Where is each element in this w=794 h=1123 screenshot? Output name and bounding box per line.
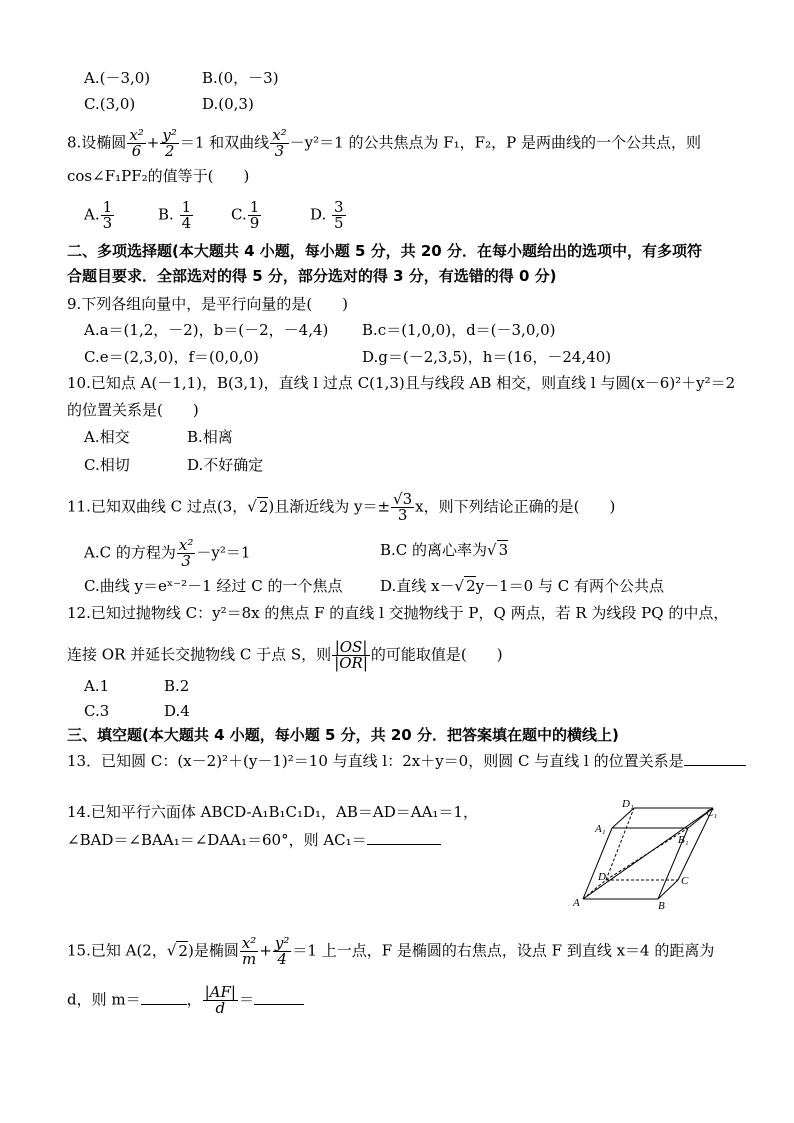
- q7-option-d: D.(0,3): [202, 95, 254, 113]
- q11-option-a: A.C 的方程为 $\frac{\text{x²}}{3}$ －y²＝1: [84, 536, 251, 570]
- fig-label-c: C: [681, 875, 689, 887]
- q12-option-d: D.4: [164, 702, 190, 720]
- answer-blank[interactable]: [684, 751, 746, 766]
- q7-option-a: A.(－3,0): [84, 69, 151, 87]
- answer-blank[interactable]: [367, 830, 441, 845]
- fig-label-d1: D₁: [622, 798, 634, 810]
- q10-option-a: A.相交: [84, 428, 130, 446]
- question-11-stem: 11.已知双曲线 C 过点(3，√ 2)且渐近线为 y＝± $\frac{√3}{3}$ x，则下列结论正确的是( ): [67, 490, 616, 524]
- answer-blank-m[interactable]: [141, 990, 187, 1005]
- question-12-line2: 连接 OR 并延长交抛物线 C 于点 S，则 $\frac{|OS|}{|OR|}$ 的可能取值是( ): [67, 638, 503, 672]
- question-8-stem: 8.设椭圆 $\frac{\text{x²}}{6}$ + $\frac{\text{y²}}{2}$ ＝1 和双曲线 $\frac{\text{x²}}{3}$ －y²＝1 的公共焦点为 F₁，F₂，P 是两曲线的一个公共点，则: [67, 126, 701, 160]
- question-15-stem: 15.已知 A(2，√ 2)是椭圆 $\frac{\text{x²}}{m}$ + $\frac{\text{y²}}{4}$ ＝1 上一点，F 是椭圆的右焦点，设点 F 到直线 x＝4 的距离为: [67, 934, 715, 968]
- fig-label-d: D: [598, 871, 606, 883]
- section-2-heading-cont: 合题目要求．全部选对的得 5 分，部分选对的得 3 分，有选错的得 0 分): [67, 267, 557, 285]
- q9-option-d: D.g＝(－2,3,5)，h＝(16，－24,40): [362, 348, 612, 366]
- fig-label-a1: A₁: [595, 823, 606, 835]
- question-12-stem: 12.已知过抛物线 C：y²＝8x 的焦点 F 的直线 l 交抛物线于 P，Q 两点，若 R 为线段 PQ 的中点，: [67, 604, 729, 622]
- q8-option-c: C. $\frac{1}{9}$: [231, 198, 260, 232]
- q10-option-b: B.相离: [187, 428, 233, 446]
- fig-label-b: B: [658, 900, 665, 910]
- question-9-stem: 9.下列各组向量中，是平行向量的是( ): [67, 295, 349, 313]
- question-14-stem: 14.已知平行六面体 ABCD-A₁B₁C₁D₁，AB＝AD＝AA₁＝1，: [67, 803, 478, 821]
- q11-option-c: C.曲线 y＝eˣ⁻²－1 经过 C 的一个焦点: [84, 577, 343, 595]
- question-10-stem: 10.已知点 A(－1,1)，B(3,1)，直线 l 过点 C(1,3)且与线段 AB 相交，则直线 l 与圆(x－6)²＋y²＝2: [67, 374, 736, 392]
- fig-label-b1: B₁: [678, 834, 689, 846]
- fraction: $\frac{\text{x²}}{6}$: [129, 126, 144, 160]
- q12-option-b: B.2: [164, 677, 190, 695]
- question-10-line2: 的位置关系是( ): [67, 401, 199, 419]
- question-8-line2: cos∠F₁PF₂的值等于( ): [67, 167, 250, 185]
- q8-option-a: A. $\frac{1}{3}$: [84, 198, 113, 232]
- fraction: $\frac{√3}{3}$: [393, 490, 413, 524]
- fraction: $\frac{|AF|}{d}$: [204, 983, 236, 1017]
- fig-label-a: A: [573, 897, 580, 909]
- fraction: $\frac{\text{y²}}{2}$: [162, 126, 177, 160]
- q12-option-c: C.3: [84, 702, 110, 720]
- q10-option-c: C.相切: [84, 456, 130, 474]
- fraction: $\frac{\text{y²}}{4}$: [274, 934, 290, 968]
- q8-option-b: B. $\frac{1}{4}$: [158, 198, 192, 232]
- q7-option-c: C.(3,0): [84, 95, 136, 113]
- q9-option-c: C.e＝(2,3,0)，f＝(0,0,0): [84, 348, 259, 366]
- section-2-heading: 二、多项选择题(本大题共 4 小题，每小题 5 分，共 20 分．在每小题给出的选项中，有多项符: [67, 242, 702, 260]
- question-13-stem: 13．已知圆 C：(x－2)²＋(y－1)²＝10 与直线 l：2x＋y＝0，则圆 C 与直线 l 的位置关系是: [67, 751, 746, 771]
- q7-option-b: B.(0，－3): [202, 69, 279, 87]
- fig-label-c1: C₁: [706, 807, 718, 819]
- q11-option-d: D.直线 x－√ 2y－1＝0 与 C 有两个公共点: [380, 577, 664, 595]
- q12-option-a: A.1: [84, 677, 110, 695]
- q11-option-b: B.C 的离心率为√ 3: [380, 541, 509, 559]
- q9-option-b: B.c＝(1,0,0)，d＝(－3,0,0): [362, 321, 556, 339]
- question-15-line2: d，则 m＝ ， $\frac{|AF|}{d}$ ＝: [67, 985, 304, 1016]
- q9-option-a: A.a＝(1,2，－2)，b＝(－2，－4,4): [84, 321, 329, 339]
- section-3-heading: 三、填空题(本大题共 4 小题，每小题 5 分，共 20 分．把答案填在题中的横线上): [67, 726, 619, 744]
- fraction: $\frac{|OS|}{|OR|}$: [334, 638, 368, 672]
- fraction: $\frac{\text{x²}}{m}$: [241, 934, 257, 968]
- q8-option-d: D. $\frac{3}{5}$: [310, 198, 344, 232]
- parallelepiped-figure: [568, 795, 728, 910]
- q10-option-d: D.不好确定: [187, 456, 264, 474]
- fraction: $\frac{\text{x²}}{3}$: [272, 126, 287, 160]
- answer-blank-ratio[interactable]: [254, 990, 304, 1005]
- question-14-line2: ∠BAD＝∠BAA₁＝∠DAA₁＝60°，则 AC₁＝: [67, 830, 441, 850]
